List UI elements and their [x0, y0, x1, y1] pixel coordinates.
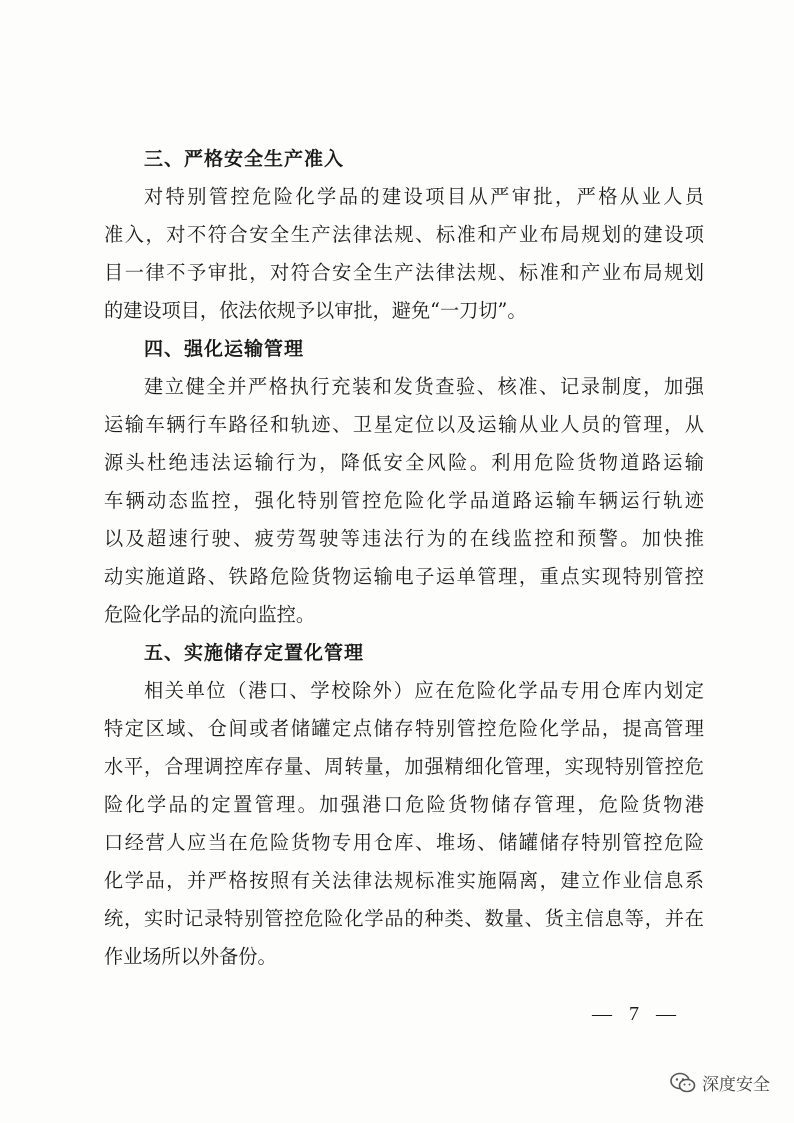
- paragraph-line: 准入，对不符合安全生产法律法规、标准和产业布局规划的建设项: [104, 223, 704, 246]
- wechat-icon: [670, 1072, 696, 1094]
- paragraph-line: 化学品，并严格按照有关法律法规标准实施隔离，建立作业信息系: [104, 869, 704, 892]
- page-number: — 7 —: [592, 1003, 682, 1025]
- paragraph-line: 相关单位（港口、学校除外）应在危险化学品专用仓库内划定: [144, 679, 704, 702]
- paragraph-line: 特定区域、仓间或者储罐定点储存特别管控危险化学品，提高管理: [104, 717, 704, 740]
- watermark-text: 深度安全: [702, 1075, 770, 1095]
- paragraph-line: 建立健全并严格执行充装和发货查验、核准、记录制度，加强: [144, 375, 704, 398]
- paragraph-line: 的建设项目，依法依规予以审批，避免“一刀切”。: [104, 299, 527, 322]
- paragraph-line: 统，实时记录特别管控危险化学品的种类、数量、货主信息等，并在: [104, 907, 704, 930]
- paragraph-line: 运输车辆行车路径和轨迹、卫星定位以及运输从业人员的管理，从: [104, 413, 704, 436]
- section-paragraph: [104, 368, 704, 634]
- paragraph-line: 动实施道路、铁路危险货物运输电子运单管理，重点实现特别管控: [104, 565, 704, 588]
- paragraph-line: 险化学品的定置管理。加强港口危险货物储存管理，危险货物港: [104, 793, 704, 816]
- section-paragraph: [104, 672, 704, 976]
- document-body: [104, 140, 704, 976]
- paragraph-line: 车辆动态监控，强化特别管控危险化学品道路运输车辆运行轨迹: [104, 489, 704, 512]
- section-heading: 五、实施储存定置化管理: [144, 642, 365, 664]
- paragraph-line: 危险化学品的流向监控。: [104, 603, 316, 626]
- paragraph-line: 目一律不予审批，对符合安全生产法律法规、标准和产业布局规划: [104, 261, 704, 284]
- paragraph-line: 对特别管控危险化学品的建设项目从严审批，严格从业人员: [144, 185, 704, 208]
- section-paragraph: [104, 178, 704, 330]
- paragraph-line: 水平，合理调控库存量、周转量，加强精细化管理，实现特别管控危: [104, 755, 704, 778]
- paragraph-line: 口经营人应当在危险货物专用仓库、堆场、储罐储存特别管控危险: [104, 831, 704, 854]
- section-heading: 三、严格安全生产准入: [144, 148, 345, 170]
- paragraph-line: 以及超速行驶、疲劳驾驶等违法行为的在线监控和预警。加快推: [104, 527, 704, 550]
- paragraph-line: 源头杜绝违法运输行为，降低安全风险。利用危险货物道路运输: [104, 451, 704, 474]
- section-heading: 四、强化运输管理: [144, 338, 305, 360]
- paragraph-line: 作业场所以外备份。: [104, 945, 277, 968]
- watermark: [670, 1070, 770, 1095]
